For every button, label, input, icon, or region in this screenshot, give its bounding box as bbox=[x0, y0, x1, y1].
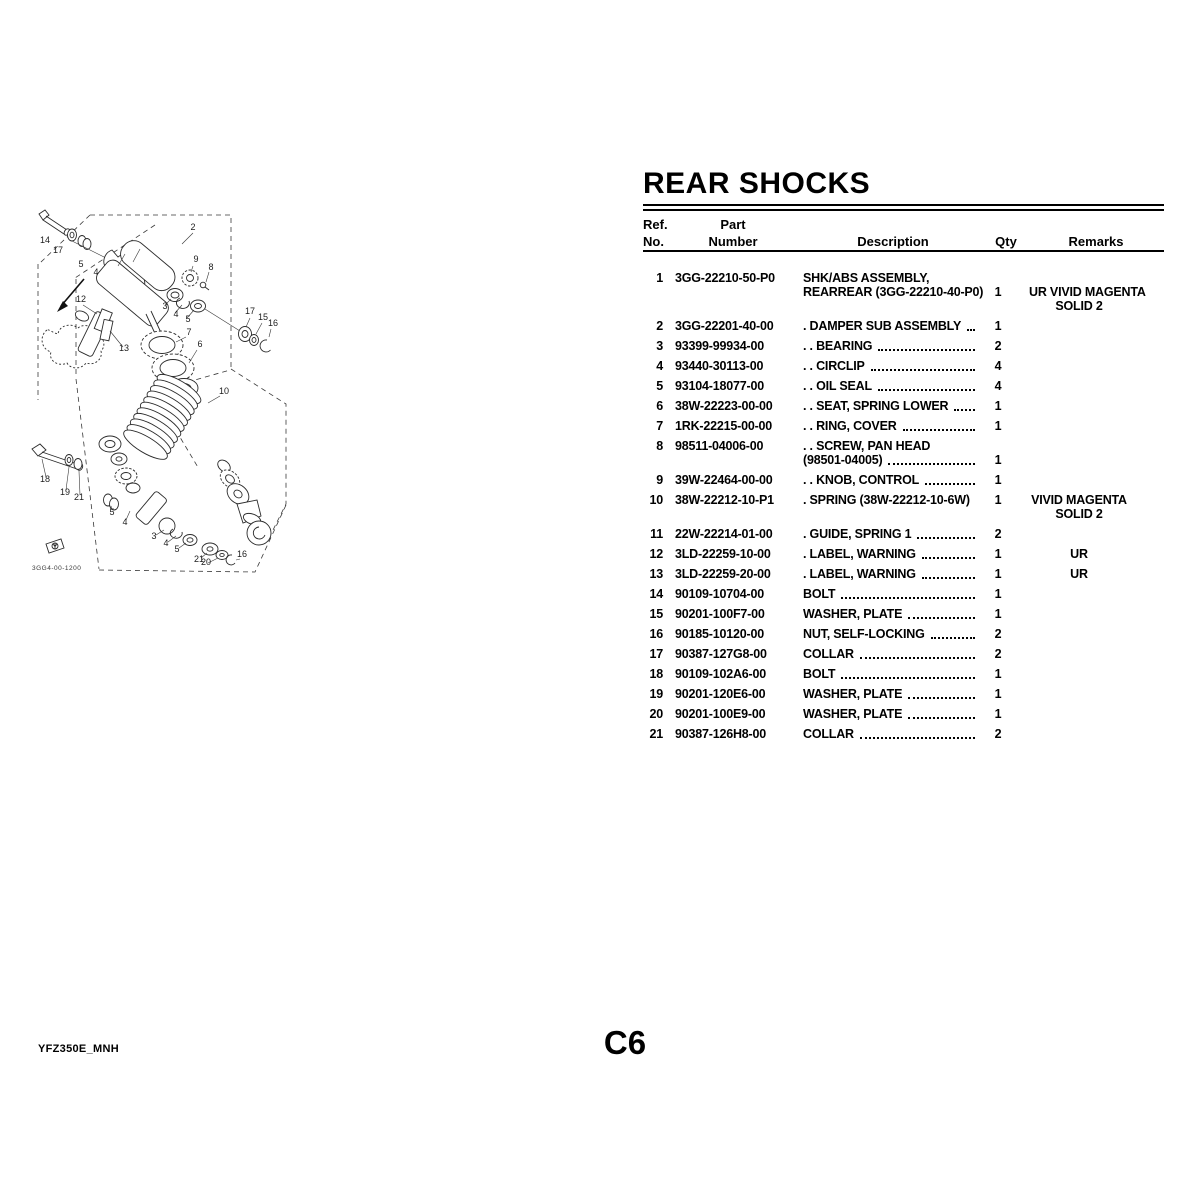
description-cell: . . KNOB, CONTROL bbox=[803, 473, 983, 487]
diagram-callout-2: 2 bbox=[190, 222, 196, 232]
diagram-callout-8: 8 bbox=[208, 262, 214, 272]
diagram-callout-17: 17 bbox=[244, 306, 256, 316]
qty-cell: 2 bbox=[994, 339, 1002, 353]
qty-cell: 2 bbox=[994, 727, 1002, 741]
remarks-cell bbox=[1029, 647, 1163, 661]
part-number-cell: 90201-100F7-00 bbox=[675, 607, 765, 621]
table-row bbox=[643, 707, 1164, 721]
diagram-callout-5: 5 bbox=[185, 314, 191, 324]
diagram-callout-9: 9 bbox=[193, 254, 199, 264]
description-cell: BOLT bbox=[803, 587, 983, 601]
qty-cell: 1 bbox=[994, 567, 1002, 581]
description-cell: . LABEL, WARNING bbox=[803, 547, 983, 561]
dot-leader bbox=[931, 637, 975, 639]
dot-leader bbox=[878, 389, 975, 391]
part-number-cell: 98511-04006-00 bbox=[675, 439, 764, 453]
diagram-callout-20: 20 bbox=[200, 557, 212, 567]
remarks-cell bbox=[1029, 473, 1163, 487]
diagram-callout-15: 15 bbox=[257, 312, 269, 322]
part-number-header: Part Number bbox=[708, 217, 758, 249]
model-code: YFZ350E_MNH bbox=[38, 1043, 119, 1055]
dot-leader bbox=[888, 463, 975, 465]
diagram-callout-21: 21 bbox=[193, 554, 205, 564]
part-number-cell: 93440-30113-00 bbox=[675, 359, 764, 373]
diagram-callout-3: 3 bbox=[151, 531, 157, 541]
ref-no-cell: 2 bbox=[656, 319, 663, 333]
remarks-cell bbox=[1029, 587, 1163, 601]
table-row bbox=[643, 399, 1164, 413]
part-number-cell: 90109-10704-00 bbox=[675, 587, 764, 601]
ref-no-cell: 16 bbox=[649, 627, 663, 641]
diagram-callout-4: 4 bbox=[122, 517, 128, 527]
dot-leader bbox=[871, 369, 975, 371]
qty-cell: 4 bbox=[994, 379, 1002, 393]
remarks-cell bbox=[1029, 399, 1163, 413]
description-cell: . DAMPER SUB ASSEMBLY bbox=[803, 319, 983, 333]
table-row bbox=[643, 473, 1164, 487]
part-number-cell: 3GG-22210-50-P0 bbox=[675, 271, 775, 285]
remarks-cell bbox=[1029, 727, 1163, 741]
qty-cell: 1 bbox=[994, 473, 1002, 487]
part-number-cell: 90387-127G8-00 bbox=[675, 647, 767, 661]
qty-cell: 1 bbox=[994, 493, 1002, 507]
remarks-cell bbox=[1029, 419, 1163, 433]
table-row bbox=[643, 547, 1164, 561]
part-number-cell: 90109-102A6-00 bbox=[675, 667, 767, 681]
remarks-cell bbox=[1029, 319, 1163, 333]
table-row bbox=[643, 319, 1164, 333]
table-row bbox=[643, 271, 1164, 313]
description-cell: SHK/ABS ASSEMBLY, REARREAR (3GG-22210-40-P0) bbox=[803, 271, 984, 299]
dot-leader bbox=[860, 657, 975, 659]
remarks-header: Remarks bbox=[1068, 234, 1124, 249]
qty-cell: 2 bbox=[994, 647, 1002, 661]
remarks-cell bbox=[1029, 667, 1163, 681]
ref-no-cell: 11 bbox=[650, 527, 663, 541]
ref-no-cell: 15 bbox=[649, 607, 663, 621]
remarks-cell bbox=[1029, 379, 1163, 393]
dot-leader bbox=[903, 429, 975, 431]
part-number-cell: 38W-22223-00-00 bbox=[675, 399, 773, 413]
table-row bbox=[643, 647, 1164, 661]
remarks-cell bbox=[1029, 627, 1163, 641]
dot-leader bbox=[922, 557, 975, 559]
manufacturer-logo bbox=[46, 539, 64, 553]
qty-cell: 1 bbox=[994, 667, 1002, 681]
table-row bbox=[643, 727, 1164, 741]
exploded-parts-diagram bbox=[22, 192, 302, 592]
ref-no-cell: 13 bbox=[649, 567, 663, 581]
part-number-cell: 1RK-22215-00-00 bbox=[675, 419, 773, 433]
diagram-callout-16: 16 bbox=[236, 549, 248, 559]
ref-no-cell: 17 bbox=[649, 647, 663, 661]
parts-table bbox=[643, 169, 1164, 747]
table-row bbox=[643, 439, 1164, 467]
description-cell: WASHER, PLATE bbox=[803, 687, 983, 701]
qty-cell: 1 bbox=[994, 607, 1002, 621]
table-row bbox=[643, 627, 1164, 641]
diagram-callout-4: 4 bbox=[93, 267, 99, 277]
dot-leader bbox=[925, 483, 975, 485]
remarks-cell bbox=[1029, 527, 1163, 541]
diagram-callout-19: 19 bbox=[59, 487, 71, 497]
upper-bolt-and-collar bbox=[39, 210, 106, 258]
page-title: REAR SHOCKS bbox=[643, 167, 871, 200]
dot-leader bbox=[954, 409, 975, 411]
part-number-cell: 93399-99934-00 bbox=[675, 339, 764, 353]
diagram-callout-13: 13 bbox=[118, 343, 130, 353]
diagram-callout-21: 21 bbox=[73, 492, 85, 502]
ref-no-cell: 3 bbox=[656, 339, 663, 353]
qty-cell: 2 bbox=[994, 527, 1002, 541]
table-row bbox=[643, 667, 1164, 681]
diagram-callout-12: 12 bbox=[75, 294, 87, 304]
dot-leader bbox=[917, 537, 975, 539]
table-header bbox=[643, 216, 1164, 250]
right-washers-nut bbox=[239, 318, 272, 352]
ref-no-cell: 4 bbox=[656, 359, 663, 373]
diagram-callout-6: 6 bbox=[197, 339, 203, 349]
diagram-callout-17: 17 bbox=[52, 245, 64, 255]
ref-no-cell: 21 bbox=[649, 727, 663, 741]
description-cell: BOLT bbox=[803, 667, 983, 681]
part-number-cell: 93104-18077-00 bbox=[675, 379, 764, 393]
part-number-cell: 22W-22214-01-00 bbox=[675, 527, 773, 541]
table-row bbox=[643, 687, 1164, 701]
table-row bbox=[643, 493, 1164, 521]
dot-leader bbox=[908, 697, 975, 699]
description-cell: . . BEARING bbox=[803, 339, 983, 353]
part-number-cell: 90387-126H8-00 bbox=[675, 727, 767, 741]
description-cell: . . SEAT, SPRING LOWER bbox=[803, 399, 983, 413]
table-body bbox=[643, 271, 1164, 741]
diagram-callout-7: 7 bbox=[186, 327, 192, 337]
qty-cell: 2 bbox=[994, 627, 1002, 641]
description-cell: COLLAR bbox=[803, 727, 983, 741]
pivot-bolt bbox=[32, 444, 84, 495]
part-number-cell: 3LD-22259-20-00 bbox=[675, 567, 771, 581]
qty-cell: 1 bbox=[994, 319, 1002, 333]
ref-no-cell: 1 bbox=[656, 271, 663, 285]
description-cell: . . OIL SEAL bbox=[803, 379, 983, 393]
description-cell: . . SCREW, PAN HEAD (98501-04005) bbox=[803, 439, 983, 467]
dot-leader bbox=[967, 329, 975, 331]
description-cell: WASHER, PLATE bbox=[803, 607, 983, 621]
qty-cell: 1 bbox=[994, 587, 1002, 601]
qty-cell: 1 bbox=[994, 419, 1002, 433]
ref-no-cell: 14 bbox=[649, 587, 663, 601]
qty-cell: 1 bbox=[994, 399, 1002, 413]
description-header: Description bbox=[857, 234, 929, 249]
page-number: C6 bbox=[603, 1024, 647, 1061]
qty-cell: 1 bbox=[994, 707, 1002, 721]
diagram-callout-5: 5 bbox=[78, 259, 84, 269]
header-rule bbox=[643, 250, 1164, 252]
remarks-cell: UR bbox=[1070, 567, 1088, 581]
remarks-cell bbox=[1029, 607, 1163, 621]
diagram-callout-3: 3 bbox=[162, 301, 168, 311]
description-cell: COLLAR bbox=[803, 647, 983, 661]
dot-leader bbox=[841, 677, 975, 679]
table-row bbox=[643, 419, 1164, 433]
part-number-cell: 3GG-22201-40-00 bbox=[675, 319, 774, 333]
qty-cell: 1 bbox=[994, 285, 1002, 299]
part-number-cell: 39W-22464-00-00 bbox=[675, 473, 773, 487]
ref-no-cell: 18 bbox=[649, 667, 663, 681]
relay-arm-context bbox=[42, 305, 123, 368]
description-cell: . LABEL, WARNING bbox=[803, 567, 983, 581]
diagram-drawing-code: 3GG4-00-1200 bbox=[32, 565, 82, 572]
table-row bbox=[643, 567, 1164, 581]
remarks-cell bbox=[1029, 339, 1163, 353]
diagram-callout-4: 4 bbox=[163, 538, 169, 548]
dot-leader bbox=[841, 597, 975, 599]
part-number-cell: 90185-10120-00 bbox=[675, 627, 764, 641]
ref-no-cell: 12 bbox=[649, 547, 663, 561]
remarks-cell: UR bbox=[1070, 547, 1088, 561]
table-row bbox=[643, 359, 1164, 373]
diagram-callout-10: 10 bbox=[218, 386, 230, 396]
remarks-cell: VIVID MAGENTA SOLID 2 bbox=[1031, 493, 1127, 521]
ref-no-cell: 6 bbox=[656, 399, 663, 413]
qty-cell: 4 bbox=[994, 359, 1002, 373]
description-cell: . GUIDE, SPRING 1 bbox=[803, 527, 983, 541]
qty-cell: 1 bbox=[994, 547, 1002, 561]
remarks-cell: UR VIVID MAGENTA SOLID 2 bbox=[1029, 285, 1146, 313]
table-row bbox=[643, 607, 1164, 621]
diagram-callout-16: 16 bbox=[267, 318, 279, 328]
qty-header: Qty bbox=[995, 234, 1017, 249]
table-row bbox=[643, 527, 1164, 541]
description-cell: . . RING, COVER bbox=[803, 419, 983, 433]
description-cell: WASHER, PLATE bbox=[803, 707, 983, 721]
remarks-cell bbox=[1029, 687, 1163, 701]
dot-leader bbox=[908, 717, 975, 719]
table-row bbox=[643, 379, 1164, 393]
dot-leader bbox=[922, 577, 975, 579]
part-number-cell: 3LD-22259-10-00 bbox=[675, 547, 771, 561]
coil-spring bbox=[120, 369, 220, 464]
remarks-cell bbox=[1029, 439, 1163, 467]
table-row bbox=[643, 339, 1164, 353]
remarks-cell bbox=[1029, 707, 1163, 721]
ref-no-cell: 5 bbox=[656, 379, 663, 393]
dot-leader bbox=[860, 737, 975, 739]
adjuster-small-parts bbox=[165, 266, 240, 331]
ref-no-cell: 7 bbox=[656, 419, 663, 433]
title-rule bbox=[643, 204, 1164, 211]
diagram-callout-5: 5 bbox=[174, 544, 180, 554]
description-cell: . . CIRCLIP bbox=[803, 359, 983, 373]
remarks-cell bbox=[1029, 359, 1163, 373]
qty-cell: 1 bbox=[994, 453, 1002, 467]
part-number-cell: 90201-100E9-00 bbox=[675, 707, 766, 721]
description-cell: . SPRING (38W-22212-10-6W) bbox=[803, 493, 970, 507]
lower-shock-stack bbox=[215, 458, 271, 545]
ref-no-cell: 20 bbox=[649, 707, 663, 721]
ref-no-cell: 19 bbox=[649, 687, 663, 701]
dot-leader bbox=[878, 349, 975, 351]
diagram-callout-14: 14 bbox=[39, 235, 51, 245]
table-row bbox=[643, 587, 1164, 601]
ref-no-header: Ref. No. bbox=[643, 217, 668, 249]
diagram-callout-5: 5 bbox=[109, 507, 115, 517]
dot-leader bbox=[908, 617, 975, 619]
diagram-callout-4: 4 bbox=[173, 309, 179, 319]
part-number-cell: 38W-22212-10-P1 bbox=[675, 493, 774, 507]
ref-no-cell: 10 bbox=[649, 493, 663, 507]
diagram-callout-18: 18 bbox=[39, 474, 51, 484]
qty-cell: 1 bbox=[994, 687, 1002, 701]
part-number-cell: 90201-120E6-00 bbox=[675, 687, 766, 701]
description-cell: NUT, SELF-LOCKING bbox=[803, 627, 983, 641]
ref-no-cell: 8 bbox=[656, 439, 663, 453]
ref-no-cell: 9 bbox=[656, 473, 663, 487]
